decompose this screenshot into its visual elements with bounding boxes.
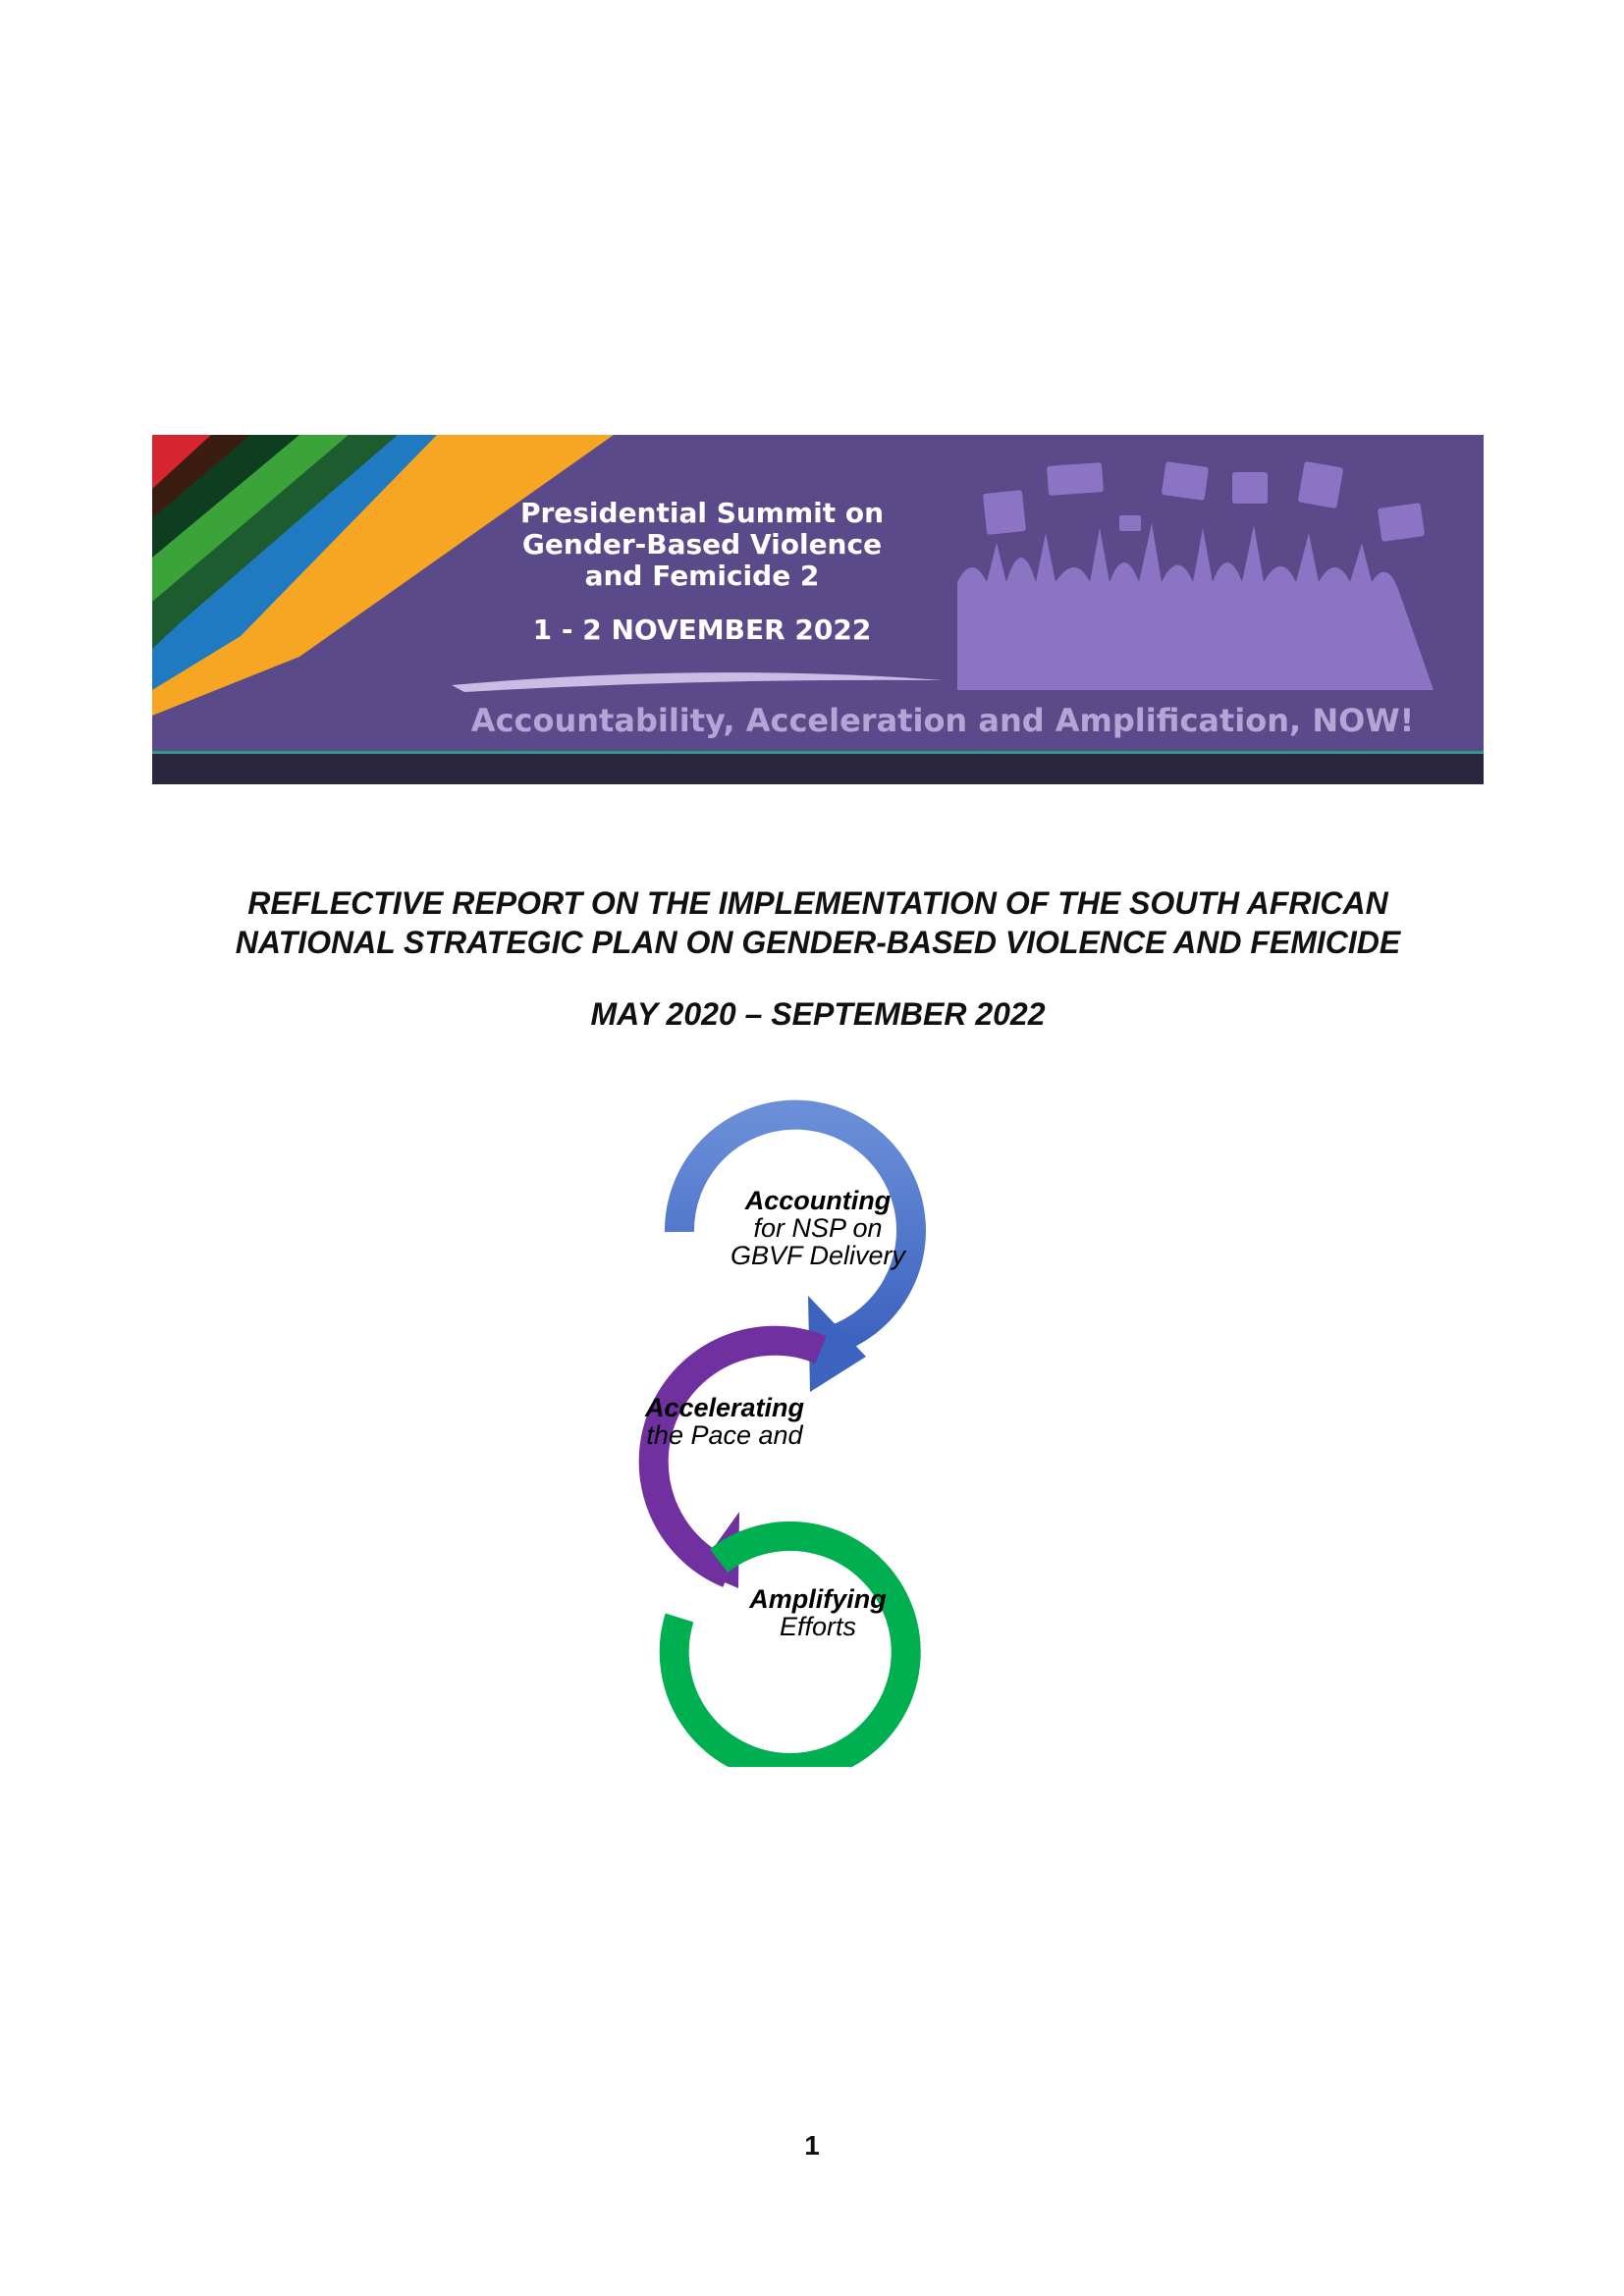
stage-2-title: Accelerating bbox=[644, 1393, 805, 1422]
report-title bbox=[152, 883, 1484, 962]
banner-title-line-2: Gender-Based Violence bbox=[521, 528, 883, 561]
report-title-line-1: REFLECTIVE REPORT ON THE IMPLEMENTATION OF THE SOUTH AFRICAN bbox=[247, 885, 1388, 921]
banner-title-line-3: and Femicide 2 bbox=[584, 560, 820, 592]
stage-1-line-1: for NSP on bbox=[753, 1213, 883, 1243]
banner-tagline: Accountability, Acceleration and Amplification, NOW! bbox=[470, 702, 1415, 739]
stage-3-title: Amplifying bbox=[749, 1584, 887, 1614]
stage-1-line-2: GBVF Delivery bbox=[730, 1241, 906, 1270]
cycle-diagram bbox=[569, 1080, 982, 1767]
banner-graphic bbox=[152, 435, 1484, 784]
banner-footer bbox=[152, 753, 1484, 784]
banner-footer-accent bbox=[152, 751, 1484, 754]
summit-banner bbox=[152, 435, 1484, 784]
banner-title-line-1: Presidential Summit on bbox=[519, 497, 885, 529]
report-date-range: MAY 2020 – SEPTEMBER 2022 bbox=[590, 996, 1046, 1032]
stage-3-line-1: Efforts bbox=[779, 1612, 857, 1641]
report-title-line-2: NATIONAL STRATEGIC PLAN ON GENDER-BASED VIOLENCE AND FEMICIDE bbox=[235, 925, 1401, 960]
stage-2-line-1: the Pace and bbox=[646, 1420, 803, 1450]
banner-dates: 1 - 2 NOVEMBER 2022 bbox=[532, 614, 872, 646]
stage-1-title: Accounting bbox=[744, 1186, 892, 1215]
page-number: 1 bbox=[804, 2130, 820, 2161]
